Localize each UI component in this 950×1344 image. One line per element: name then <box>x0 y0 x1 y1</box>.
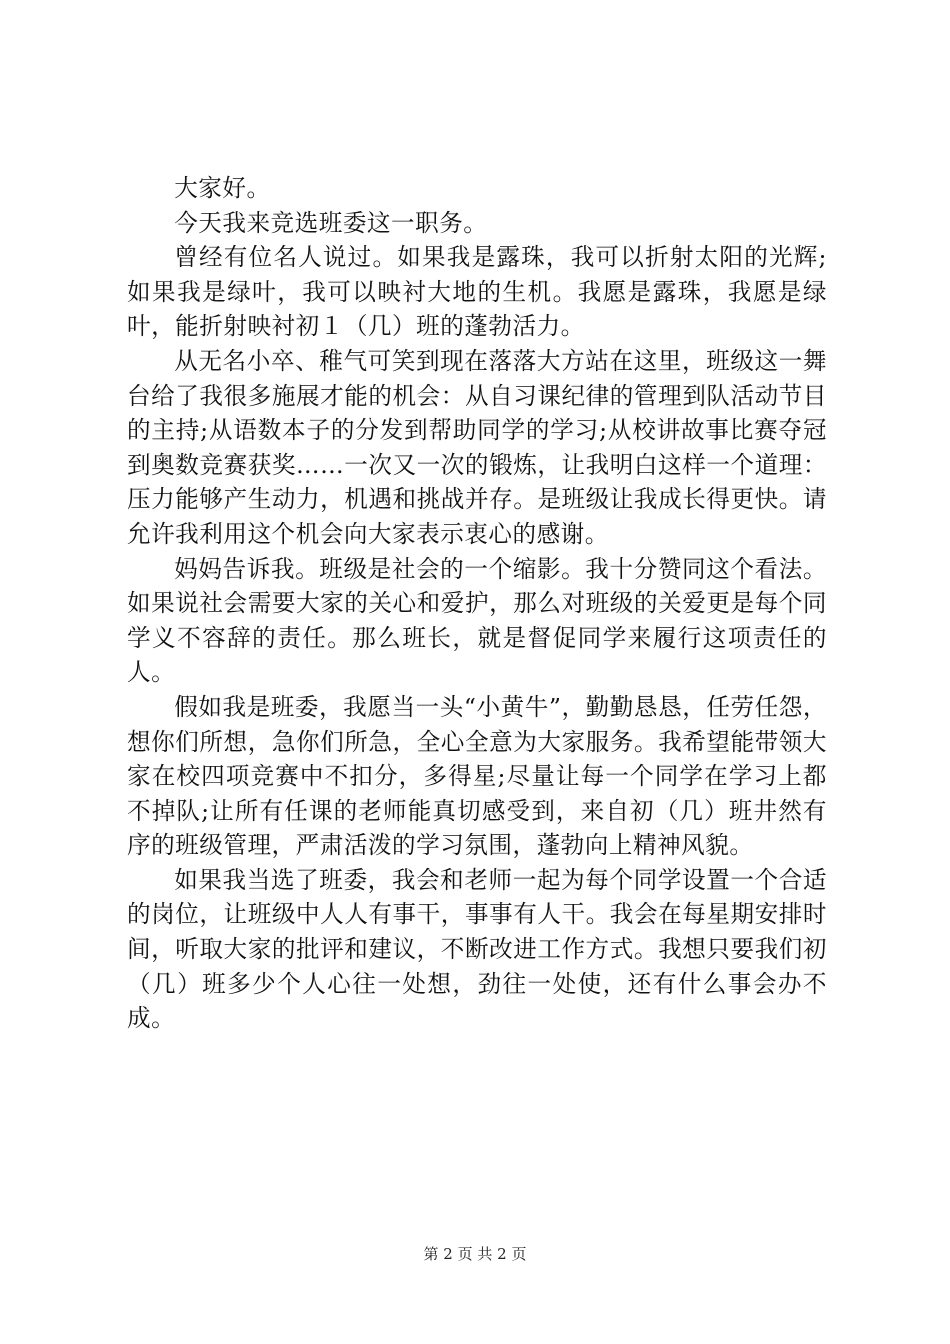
paragraph-plan: 如果我当选了班委，我会和老师一起为每个同学设置一个合适的岗位，让班级中人人有事干，事事有人干。我会在每星期安排时间，听取大家的批评和建议，不断改进工作方式。我想只要我们初（几）班多少个人心往一处想，劲往一处使，还有什么事会办不成。 <box>127 865 827 1033</box>
paragraph-pledge: 假如我是班委，我愿当一头“小黄牛”，勤勤恳恳，任劳任怨，想你们所想，急你们所急，全心全意为大家服务。我希望能带领大家在校四项竞赛中不扣分，多得星;尽量让每一个同学在学习上都不掉队;让所有任课的老师能真切感受到，来自初（几）班井然有序的班级管理，严肃活泼的学习氛围，蓬勃向上精神风貌。 <box>127 692 827 860</box>
paragraph-society: 妈妈告诉我。班级是社会的一个缩影。我十分赞同这个看法。如果说社会需要大家的关心和爱护，那么对班级的关爱更是每个同学义不容辞的责任。那么班长，就是督促同学来履行这项责任的人。 <box>127 554 827 687</box>
document-body <box>127 171 827 1036</box>
paragraph-intro: 今天我来竞选班委这一职务。 <box>174 208 488 237</box>
page-footer: 第 2 页 共 2 页 <box>423 1245 527 1263</box>
paragraph-experience: 从无名小卒、稚气可笑到现在落落大方站在这里，班级这一舞台给了我很多施展才能的机会：从自习课纪律的管理到队活动节目的主持;从语数本子的分发到帮助同学的学习;从校讲故事比赛夺冠到奥数竞赛获奖……一次又一次的锻炼，让我明白这样一个道理：压力能够产生动力，机遇和挑战并存。是班级让我成长得更快。请允许我利用这个机会向大家表示衷心的感谢。 <box>127 346 827 548</box>
paragraph-quote: 曾经有位名人说过。如果我是露珠，我可以折射太阳的光辉;如果我是绿叶，我可以映衬大地的生机。我愿是露珠，我愿是绿叶，能折射映衬初１（几）班的蓬勃活力。 <box>127 243 827 341</box>
paragraph-greeting: 大家好。 <box>174 174 271 202</box>
